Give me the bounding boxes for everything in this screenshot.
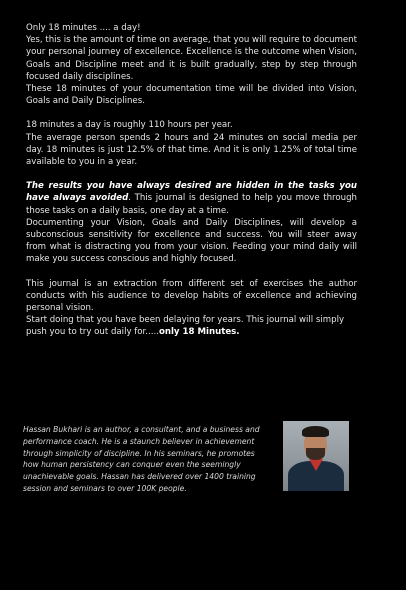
paragraph-time-required: Yes, this is the amount of time on average, that you will require to document your personal journey of excellence. Excellence is the outcome when Vision, Goals and Discipline meet and it is built gradually, step by step through focused daily disciplines. (26, 35, 357, 82)
author-bio-text: Hassan Bukhari is an author, a consultant, and a business and performance coach. He is a staunch believer in achievement through simplicity of discipline. In his seminars, he promotes how human persistency can conquer even the seemingly unachievable goals. Hassan has delivered over 1400 training session and seminars to over 100K people. (23, 425, 260, 493)
photo-hair (302, 426, 329, 437)
paragraph-documentation-time: These 18 minutes of your documentation time will be divided into Vision, Goals and Daily Disciplines. (26, 84, 357, 107)
main-text (26, 22, 357, 339)
paragraph-start-doing (26, 314, 357, 338)
spacer (26, 266, 357, 278)
intro-line: Only 18 minutes .... a day! (26, 23, 141, 33)
paragraph-social-media: The average person spends 2 hours and 24 minutes on social media per day. 18 minutes is just 12.5% of that time. And it is only 1.25% of total time available to you in a year. (26, 132, 357, 168)
results-rest: . This journal is designed to help you move through those tasks on a daily basis, one day at a time. (26, 193, 357, 216)
start-doing-text: Start doing that you have been delaying for years. This journal will simply push you to try out daily for..... (26, 315, 345, 338)
paragraph-hours-per-year: 18 minutes a day is roughly 110 hours per year. (26, 120, 233, 131)
photo-beard (306, 448, 325, 460)
paragraph-documenting: Documenting your Vision, Goals and Daily Disciplines, will develop a subconscious sensitivity for excellence and success. You will steer away from what is distracting you from your vision. Feeding your mind daily will make you success conscious and highly focused. (26, 217, 357, 265)
spacer (26, 107, 357, 119)
paragraph-results (26, 180, 357, 217)
author-photo (283, 421, 349, 491)
spacer (26, 168, 357, 180)
start-doing-bold: only 18 Minutes. (158, 327, 240, 338)
paragraph-extraction: This journal is an extraction from different set of exercises the author conducts with his audience to develop habits of excellence and achieving personal vision. (26, 278, 357, 314)
results-quote: The results you have always desired are hidden in the tasks you have always avoided (26, 181, 357, 204)
